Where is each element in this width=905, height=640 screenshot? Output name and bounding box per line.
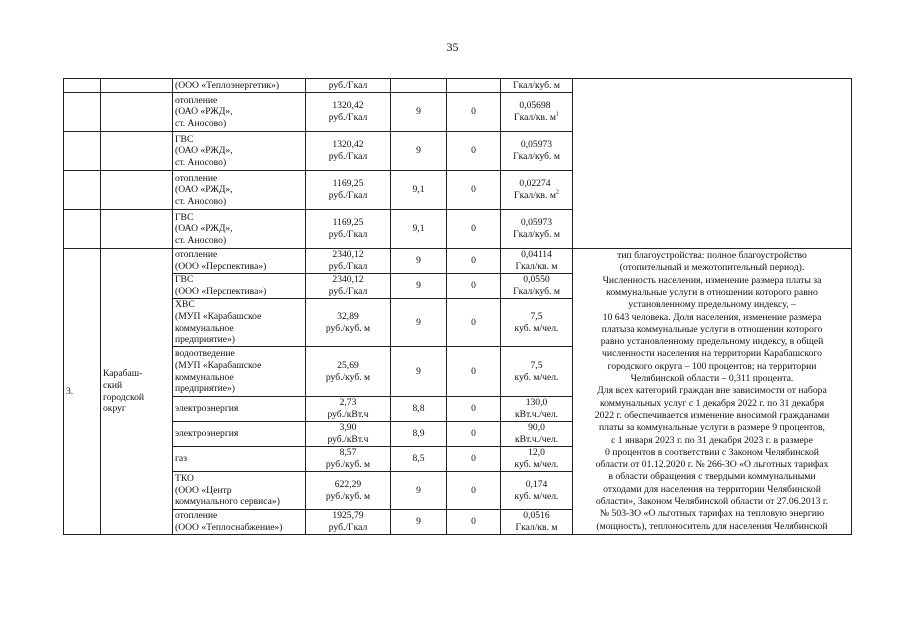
tariff-cell: 32,89 руб./куб. м xyxy=(306,299,391,347)
tariff-cell: 1925,79 руб./Гкал xyxy=(306,510,391,535)
number-cell xyxy=(64,210,101,249)
index-cell: 9 xyxy=(391,93,447,132)
number-cell xyxy=(64,79,101,93)
service-cell: ХВС (МУП «Карабашское коммунальное предприятие») xyxy=(173,299,306,347)
service-cell: ГВС (ООО «Перспектива») xyxy=(173,274,306,299)
change-cell: 0 xyxy=(447,93,501,132)
norm-cell: 0,05973 Гкал/куб. м xyxy=(501,132,573,171)
tariff-cell: 1320,42 руб./Гкал xyxy=(306,93,391,132)
service-cell: отопление (ООО «Перспектива») xyxy=(173,249,306,274)
change-cell: 0 xyxy=(447,510,501,535)
tariff-cell: 3,90 руб./кВт.ч xyxy=(306,422,391,447)
service-cell: электроэнергия xyxy=(173,397,306,422)
tariff-cell: 1320,42 руб./Гкал xyxy=(306,132,391,171)
change-cell: 0 xyxy=(447,447,501,472)
table-row xyxy=(64,79,852,93)
municipality-name: Карабаш- ский городской округ xyxy=(101,249,173,535)
number-cell xyxy=(64,171,101,210)
service-cell: ГВС (ОАО «РЖД», ст. Аносово) xyxy=(173,132,306,171)
norm-cell: 0,05973 Гкал/куб. м xyxy=(501,210,573,249)
index-cell: 9 xyxy=(391,132,447,171)
footnote-marker: 2 xyxy=(555,189,559,196)
norm-cell: 12,0 куб. м/чел. xyxy=(501,447,573,472)
service-cell: отопление (ОАО «РЖД», ст. Аносово) xyxy=(173,171,306,210)
municipality-cell xyxy=(101,93,173,132)
index-cell: 9 xyxy=(391,299,447,347)
index-cell: 9 xyxy=(391,510,447,535)
change-cell: 0 xyxy=(447,132,501,171)
change-cell xyxy=(447,79,501,93)
municipality-cell xyxy=(101,171,173,210)
tariff-cell: 2340,12 руб./Гкал xyxy=(306,274,391,299)
change-cell: 0 xyxy=(447,171,501,210)
change-cell: 0 xyxy=(447,210,501,249)
tariff-cell: 622,29 руб./куб. м xyxy=(306,472,391,510)
norm-cell: 0,02274 Гкал/кв. $м^2$ xyxy=(501,171,573,210)
service-cell: отопление (ООО «Теплоснабжение») xyxy=(173,510,306,535)
index-cell: 8,9 xyxy=(391,422,447,447)
service-cell: газ xyxy=(173,447,306,472)
municipality-cell xyxy=(101,79,173,93)
municipality-cell xyxy=(101,132,173,171)
norm-cell: Гкал/куб. м xyxy=(501,79,573,93)
norm-cell: 130,0 кВт.ч./чел. xyxy=(501,397,573,422)
norm-cell: 0,04114 Гкал/кв. м xyxy=(501,249,573,274)
number-cell xyxy=(64,132,101,171)
norm-cell: 0,0550 Гкал/куб. м xyxy=(501,274,573,299)
norm-cell: 0,174 куб. м/чел. xyxy=(501,472,573,510)
index-cell xyxy=(391,79,447,93)
note-text: тип благоустройства: полное благоустройство (отопительный и межотопительный период). Численность населения, изменение размера платы за коммунальные услуги в отношении которого равно установленному предельному индексу, – 10 643 человека. Доля населения, изменение размера платыза коммунальные услуги в отношении которого равно установленному предельному индексу, в общей численности населения на территории Карабашского городского округа – 100 процентов; на территории Челябинской области – 0,311 процента. Для всех категорий граждан вне зависимости от набора коммунальных услуг с 1 декабря 2022 г. по 31 декабря 2022 г. обеспечивается изменение вносимой гражданами платы за коммунальные услуги в размере 9 процентов, с 1 января 2023 г. по 31 декабря 2023 г. в размере 0 процентов в соответствии с Законом Челябинской области от 01.12.2020 г. № 266-ЗО «О льготных тарифах в области обращения с твердыми коммунальными отходами для населения на территории Челябинской области», Законом Челябинской области от 27.06.2013 г. № 503-ЗО «О льготных тарифах на тепловую энергию (мощность), теплоноситель для населения Челябинской xyxy=(573,249,852,535)
norm-cell: 0,0516 Гкал/кв. м xyxy=(501,510,573,535)
norm-cell: 7,5 куб. м/чел. xyxy=(501,299,573,347)
footnote-marker: 1 xyxy=(555,111,559,118)
index-cell: 9,1 xyxy=(391,210,447,249)
page-number: 35 xyxy=(446,40,459,54)
service-cell: ГВС (ОАО «РЖД», ст. Аносово) xyxy=(173,210,306,249)
index-cell: 8,8 xyxy=(391,397,447,422)
table-row xyxy=(64,249,852,274)
tariff-cell: 25,69 руб./куб. м xyxy=(306,347,391,397)
tariff-cell: 2340,12 руб./Гкал xyxy=(306,249,391,274)
index-cell: 9 xyxy=(391,249,447,274)
tariff-cell: 1169,25 руб./Гкал xyxy=(306,210,391,249)
change-cell: 0 xyxy=(447,274,501,299)
tariff-cell: руб./Гкал xyxy=(306,79,391,93)
change-cell: 0 xyxy=(447,249,501,274)
service-cell: электроэнергия xyxy=(173,422,306,447)
service-cell: отопление (ОАО «РЖД», ст. Аносово) xyxy=(173,93,306,132)
tariff-cell: 1169,25 руб./Гкал xyxy=(306,171,391,210)
index-cell: 9 xyxy=(391,472,447,510)
index-cell: 9 xyxy=(391,347,447,397)
tariff-table xyxy=(63,78,852,535)
municipality-cell xyxy=(101,210,173,249)
index-cell: 9 xyxy=(391,274,447,299)
service-cell: (ООО «Теплоэнергетик») xyxy=(173,79,306,93)
change-cell: 0 xyxy=(447,347,501,397)
norm-cell: 0,05698 Гкал/кв. $м^1$ xyxy=(501,93,573,132)
change-cell: 0 xyxy=(447,299,501,347)
index-cell: 8,5 xyxy=(391,447,447,472)
service-cell: ТКО (ООО «Центр коммунального сервиса») xyxy=(173,472,306,510)
tariff-cell: 2,73 руб./кВт.ч xyxy=(306,397,391,422)
tariff-cell: 8,57 руб./куб. м xyxy=(306,447,391,472)
change-cell: 0 xyxy=(447,422,501,447)
change-cell: 0 xyxy=(447,397,501,422)
number-cell xyxy=(64,93,101,132)
change-cell: 0 xyxy=(447,472,501,510)
row-number: 3. xyxy=(64,249,101,535)
note-cell-empty xyxy=(573,79,852,249)
index-cell: 9,1 xyxy=(391,171,447,210)
norm-cell: 90,0 кВт.ч./чел. xyxy=(501,422,573,447)
norm-cell: 7,5 куб. м/чел. xyxy=(501,347,573,397)
service-cell: водоотведение (МУП «Карабашское коммунальное предприятие») xyxy=(173,347,306,397)
